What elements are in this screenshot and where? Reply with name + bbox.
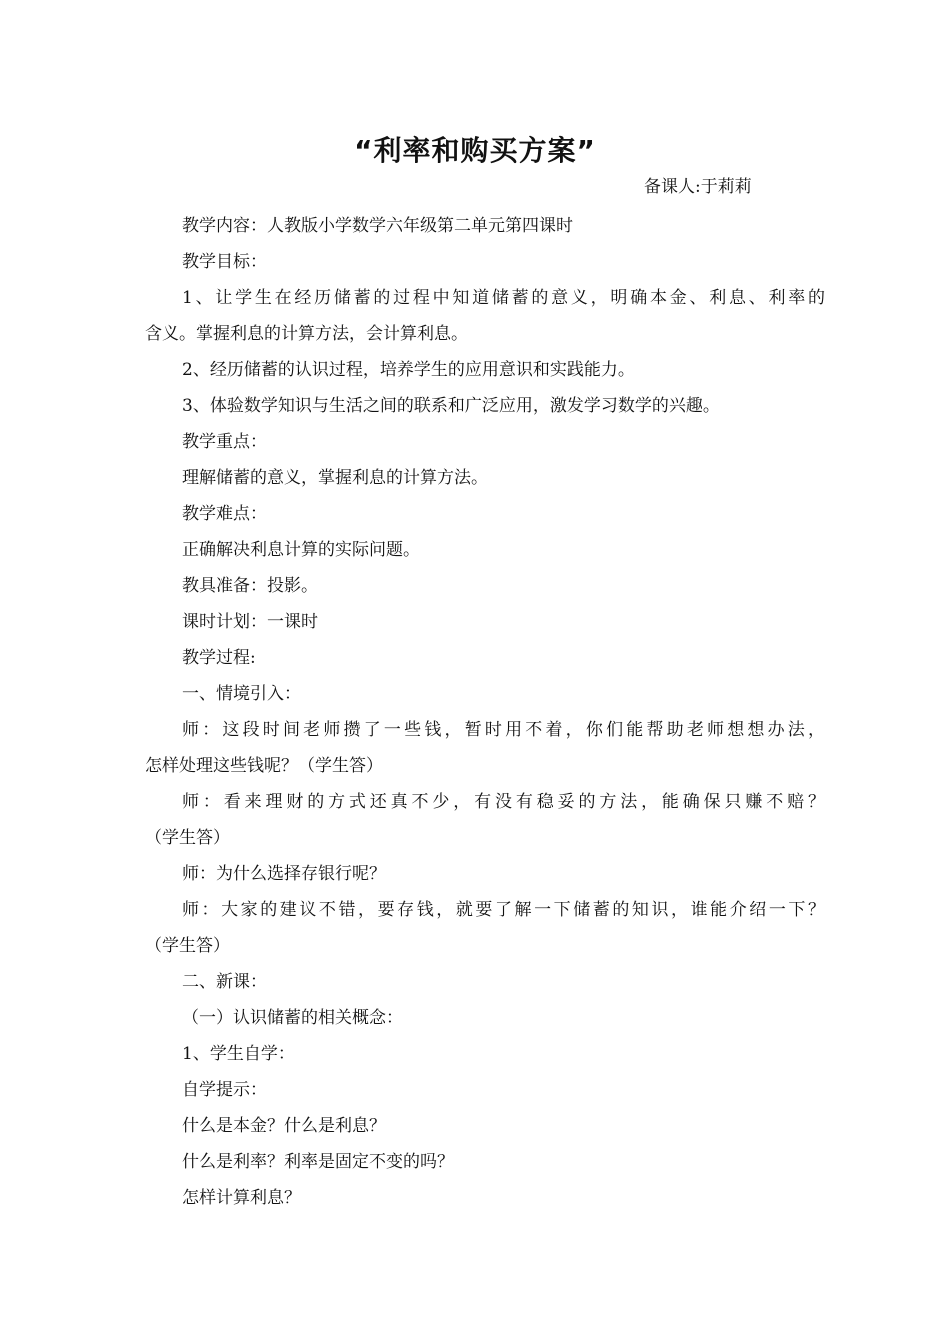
paragraph-line: 教学重点： [182,432,267,452]
paragraph-line: 教学内容：人教版小学数学六年级第二单元第四课时 [182,216,573,236]
paragraph-line: 师：为什么选择存银行呢？ [182,864,386,884]
document-body [145,208,825,1216]
paragraph-line: 师：看来理财的方式还真不少，有没有稳妥的方法，能确保只赚不赔？ [182,792,825,812]
paragraph-line: 自学提示： [182,1080,267,1100]
paragraph-line: 一、情境引入： [182,684,301,704]
paragraph-line: 什么是本金？什么是利息？ [182,1116,386,1136]
paragraph-line: 怎样处理这些钱呢？（学生答） [145,756,383,776]
paragraph-line: 正确解决利息计算的实际问题。 [182,540,420,560]
paragraph-line: 教学过程: [182,648,256,668]
paragraph-line: 1、让学生在经历储蓄的过程中知道储蓄的意义，明确本金、利息、利率的 [182,288,825,308]
paragraph-line: 3、体验数学知识与生活之间的联系和广泛应用，激发学习数学的兴趣。 [182,396,720,416]
paragraph-line: 教具准备：投影。 [182,576,318,596]
paragraph-line: 师：大家的建议不错，要存钱，就要了解一下储蓄的知识，谁能介绍一下？ [182,900,825,920]
paragraph-line: 理解储蓄的意义，掌握利息的计算方法。 [182,468,488,488]
paragraph-line: （一）认识储蓄的相关概念： [182,1008,403,1028]
paragraph-line: 什么是利率？利率是固定不变的吗？ [182,1152,454,1172]
paragraph-line: （学生答） [145,936,230,956]
document-title: “利率和购买方案” [354,134,596,167]
paragraph-line: 含义。掌握利息的计算方法，会计算利息。 [145,324,468,344]
paragraph-line: 教学目标： [182,252,267,272]
paragraph-line: 1、学生自学： [182,1044,295,1064]
author-line: 备课人:于莉莉 [644,177,752,197]
paragraph-line: （学生答） [145,828,230,848]
paragraph-line: 怎样计算利息？ [182,1188,301,1208]
paragraph-line: 2、经历储蓄的认识过程，培养学生的应用意识和实践能力。 [182,360,635,380]
paragraph-line: 二、新课： [182,972,267,992]
paragraph-line: 师：这段时间老师攒了一些钱，暂时用不着，你们能帮助老师想想办法， [182,720,825,740]
paragraph-line: 课时计划：一课时 [182,612,318,632]
paragraph-line: 教学难点： [182,504,267,524]
